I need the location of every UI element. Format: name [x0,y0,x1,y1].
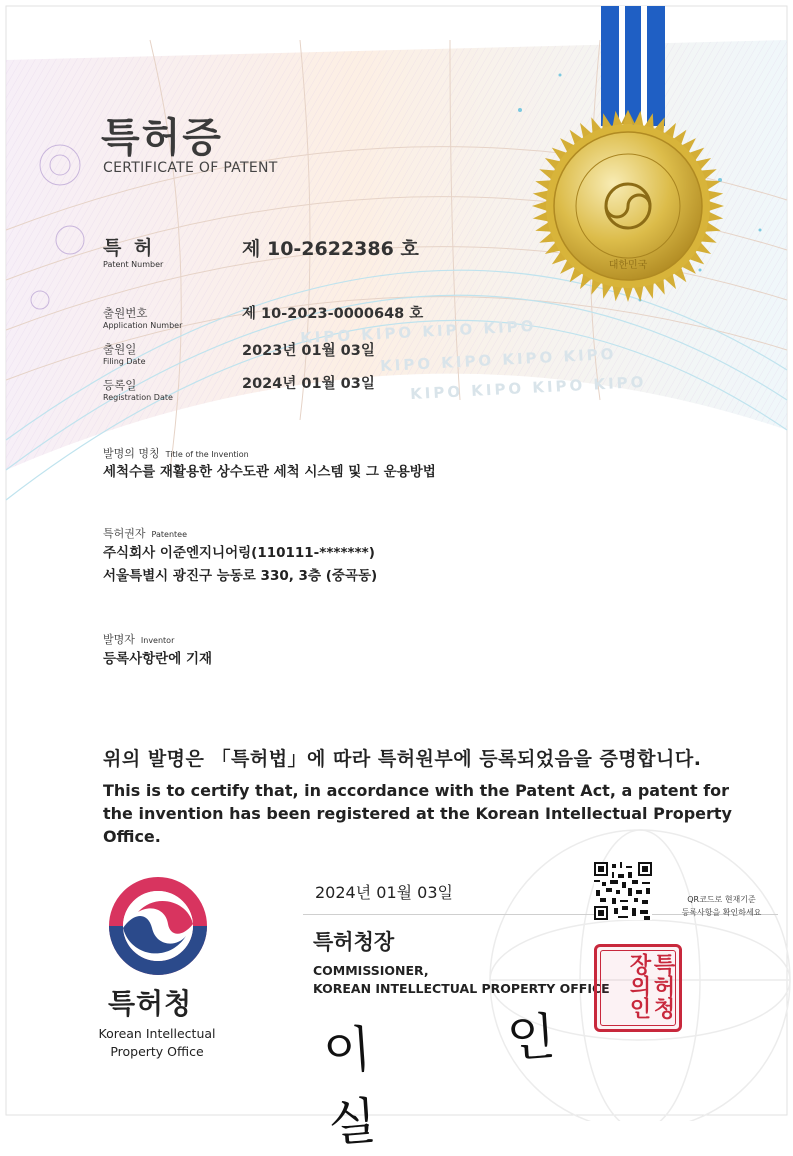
kipo-name-en-line1: Korean Intellectual [98,1026,216,1041]
registration-date-label [103,377,173,402]
kipo-watermark-row-3: KIPO KIPO KIPO KIPO [409,372,647,404]
patent-number-label [103,233,163,269]
registration-date-value: 2024년 01월 03일 [242,376,375,392]
invention-title-label [103,442,249,461]
invention-title-label-ko: 발명의 명칭 [103,447,160,460]
seal-text: 특허청장의인 [626,953,676,1019]
patent-number-label-ko: 특 허 [103,237,156,259]
certificate-title-en: CERTIFICATE OF PATENT [103,160,278,176]
application-number-label [103,305,182,330]
qr-note-line1: QR코드로 현재기준 [687,895,756,904]
commissioner-en-line1: COMMISSIONER, [313,963,429,978]
filing-date-value: 2023년 01월 03일 [242,343,375,359]
registration-date-label-ko: 등록일 [103,378,137,392]
patentee-label-en: Patentee [151,530,187,539]
gold-seal-medal-icon [530,108,726,304]
application-number-value: 제 10-2023-0000648 호 [242,306,424,322]
application-number-label-en: Application Number [103,321,183,330]
filing-date-label [103,341,146,366]
commissioner-signature: 이 인 실 [321,1003,618,1154]
patentee-name: 주식회사 이준엔지니어링(110111-*******) [103,545,375,561]
certificate-title-ko: 특허증 [101,115,223,161]
kipo-name-en [93,1025,221,1061]
inventor-label-ko: 발명자 [103,633,135,646]
patentee-address: 서울특별시 광진구 능동로 330, 3층 (중곡동) [103,568,378,584]
medal-ray [623,286,633,302]
invention-title-label-en: Title of the Invention [165,450,249,459]
kipo-watermark-row-2: KIPO KIPO KIPO KIPO [379,344,617,376]
commissioner-title-en [313,962,610,998]
certification-statement-ko: 위의 발명은 「특허법」에 따라 특허원부에 등록되었음을 증명합니다. [103,748,702,770]
official-seal-stamp [594,944,682,1032]
medal-text: 대한민국 [608,260,648,271]
issue-date: 2024년 01월 03일 [315,883,453,902]
inventor-value: 등록사항란에 기재 [103,651,213,667]
invention-title-value: 세척수를 재활용한 상수도관 세척 시스템 및 그 운용방법 [103,464,436,480]
kipo-name-ko: 특허청 [108,987,193,1020]
patent-number-value: 제 10-2622386 호 [242,238,419,260]
kipo-watermark-row-1: KIPO KIPO KIPO KIPO [299,316,537,348]
patentee-label-ko: 특허권자 [103,527,146,540]
commissioner-title-ko: 특허청장 [313,930,395,954]
filing-date-label-ko: 출원일 [103,342,137,356]
inventor-label [103,628,174,647]
registration-date-label-en: Registration Date [103,393,173,402]
application-number-label-ko: 출원번호 [103,306,148,320]
certification-statement-en: This is to certify that, in accordance with the Patent Act, a patent for the invention has been registered at the Korean Intellectual Property Office. [103,781,732,846]
kipo-name-en-line2: Property Office [110,1044,204,1059]
inventor-label-en: Inventor [140,636,175,645]
commissioner-en-line2: KOREAN INTELLECTUAL PROPERTY OFFICE [313,981,610,996]
qr-code-note [664,893,779,919]
medal-ray [532,201,548,211]
qr-note-line2: 등록사항을 확인하세요 [681,908,762,917]
patent-number-label-en: Patent Number [103,260,164,269]
qr-code-icon[interactable] [594,862,652,920]
medal-ray [708,201,724,211]
patentee-label [103,522,187,541]
filing-date-label-en: Filing Date [103,357,146,366]
kipo-taegeuk-logo-icon [108,876,208,976]
